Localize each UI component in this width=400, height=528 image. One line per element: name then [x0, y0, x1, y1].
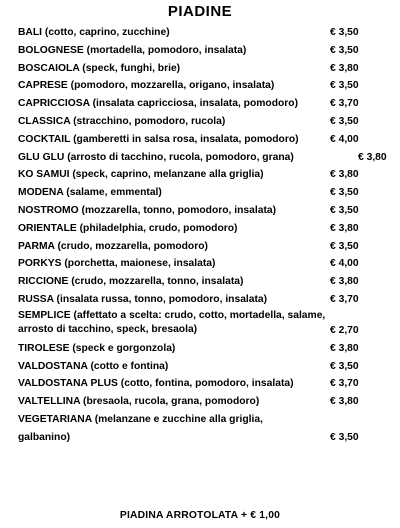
item-name: NOSTROMO: [18, 204, 79, 216]
item-name: BALI: [18, 27, 43, 38]
item-price: € 4,00: [330, 133, 359, 145]
item-name: VALTELLINA: [18, 396, 81, 408]
item-price: € 3,70: [330, 293, 359, 305]
menu-item-parma: [0, 238, 400, 256]
item-name: RUSSA: [18, 293, 54, 305]
item-price: € 3,80: [330, 169, 359, 181]
item-description: (mortadella, pomodoro, insalata): [86, 44, 247, 56]
item-name: VALDOSTANA: [18, 360, 88, 372]
menu-item-boscaiola: [0, 60, 400, 78]
menu-item-semplice: [0, 309, 400, 340]
item-description: (gamberetti in salsa rosa, insalata, pomodoro): [73, 133, 299, 145]
item-description: (cotto, fontina, pomodoro, insalata): [120, 378, 294, 390]
item-name: PARMA: [18, 240, 55, 252]
menu-item-orientale: [0, 220, 400, 238]
item-name: TIROLESE: [18, 342, 70, 354]
item-price: € 3,70: [330, 98, 359, 110]
item-price: € 3,80: [330, 342, 359, 354]
menu-item-cocktail: [0, 131, 400, 149]
menu-item-caprese: [0, 77, 400, 95]
item-price: € 3,50: [330, 187, 359, 199]
menu-item-classica: [0, 113, 400, 131]
menu-item-glu-glu: [0, 149, 400, 167]
item-price: € 4,00: [330, 258, 359, 270]
item-description: (melanzane e zucchine alla griglia, galbanino): [18, 413, 263, 443]
item-description: (insalata russa, tonno, pomodoro, insalata): [56, 293, 268, 305]
menu-item-riccione: [0, 273, 400, 291]
item-description: (pomodoro, mozzarella, origano, insalata): [70, 80, 275, 92]
menu-item-tirolese: [0, 340, 400, 358]
item-description: (arrosto di tacchino, rucola, pomodoro, grana): [67, 151, 294, 163]
item-description: (bresaola, rucola, grana, pomodoro): [83, 396, 260, 408]
item-price: € 2,70: [330, 324, 359, 336]
item-name: ORIENTALE: [18, 222, 77, 234]
item-description: (philadelphia, crudo, pomodoro): [79, 222, 238, 234]
item-name: BOLOGNESE: [18, 44, 84, 56]
menu-item-valdostana: [0, 358, 400, 376]
menu-item-ko-samui: [0, 166, 400, 184]
piadina-arrotolata-note: PIADINA ARROTOLATA + € 1,00: [119, 510, 281, 521]
item-description: (porchetta, maionese, insalata): [64, 258, 216, 270]
item-description: (salame, emmental): [66, 187, 162, 199]
menu-item-bali: [0, 24, 400, 42]
item-price: € 3,50: [330, 204, 359, 216]
item-description: (crudo, mozzarella, tonno, insalata): [71, 276, 244, 288]
item-name: CAPRESE: [18, 80, 68, 92]
item-name: KO SAMUI: [18, 169, 70, 181]
menu-item-valtellina: [0, 393, 400, 411]
item-name: VALDOSTANA PLUS: [18, 378, 118, 390]
menu-item-bolognese: [0, 42, 400, 60]
item-price: € 3,80: [330, 62, 359, 74]
item-price: € 3,50: [330, 240, 359, 252]
item-description: (cotto, caprino, zucchine): [44, 27, 170, 38]
item-description: (speck, caprino, melanzane alla griglia): [72, 169, 264, 181]
menu-title: PIADINE: [167, 3, 233, 20]
item-name: COCKTAIL: [18, 133, 71, 145]
item-price: € 3,50: [330, 44, 359, 56]
item-name: GLU GLU: [18, 151, 65, 163]
item-description: (speck, funghi, brie): [82, 62, 181, 74]
item-description: (insalata capricciosa, insalata, pomodoro): [92, 98, 299, 110]
item-name: BOSCAIOLA: [18, 62, 80, 74]
item-price: € 3,50: [330, 431, 359, 443]
menu-item-nostromo: [0, 202, 400, 220]
item-name: PORKYS: [18, 258, 62, 270]
menu-item-modena: [0, 184, 400, 202]
item-description: (affettato a scelta: crudo, cotto, mortadella, salame, arrosto di tacchino, speck, bresaola): [18, 309, 326, 335]
item-name: CAPRICCIOSA: [18, 98, 90, 110]
menu-item-valdostana-plus: [0, 375, 400, 393]
item-price: € 3,70: [330, 378, 359, 390]
item-description: (mozzarella, tonno, pomodoro, insalata): [81, 204, 277, 216]
menu-item-capricciosa: [0, 95, 400, 113]
item-description: (stracchino, pomodoro, rucola): [73, 115, 226, 127]
menu-item-porkys: [0, 255, 400, 273]
menu-item-vegetariana: [0, 411, 400, 447]
item-description: (cotto e fontina): [90, 360, 169, 372]
item-price: € 3,80: [330, 222, 359, 234]
item-name: CLASSICA: [18, 115, 71, 127]
item-price: € 3,50: [330, 115, 359, 127]
item-description: (speck e gorgonzola): [72, 342, 176, 354]
item-price: € 3,50: [330, 360, 359, 372]
item-name: MODENA: [18, 187, 64, 199]
item-name: RICCIONE: [18, 276, 69, 288]
menu-list: [0, 24, 400, 447]
item-price: € 3,80: [330, 276, 359, 288]
item-price: € 3,50: [330, 27, 359, 38]
item-name: SEMPLICE: [18, 309, 71, 321]
item-price: € 3,50: [330, 80, 359, 92]
item-description: (crudo, mozzarella, pomodoro): [57, 240, 208, 252]
menu-item-russa: [0, 291, 400, 309]
item-price: € 3,80: [330, 396, 359, 408]
item-price: € 3,80: [358, 151, 387, 163]
item-name: VEGETARIANA: [18, 413, 92, 425]
